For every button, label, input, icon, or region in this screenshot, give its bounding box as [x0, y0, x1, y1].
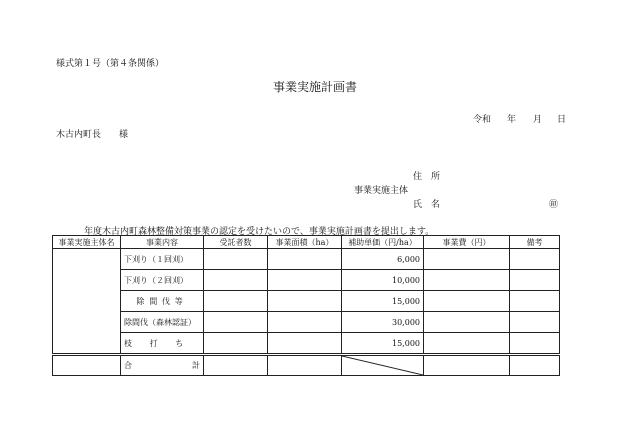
- total-cost-cell[interactable]: [424, 355, 510, 376]
- unit-price-cell: 15,000: [342, 333, 424, 355]
- area-cell[interactable]: [268, 333, 342, 355]
- date-year: 年: [507, 115, 517, 125]
- contractor-count-cell[interactable]: [204, 333, 268, 355]
- date-month: 月: [533, 115, 543, 125]
- header-work-content: 事業内容: [121, 236, 204, 249]
- item-cell: 下刈り（１回刈）: [121, 249, 204, 270]
- item-cell: 下刈り（２回刈）: [121, 270, 204, 291]
- header-entity-name: 事業実施主体名: [53, 236, 121, 249]
- cost-cell[interactable]: [424, 312, 510, 333]
- remarks-cell[interactable]: [510, 333, 560, 355]
- contractor-count-cell[interactable]: [204, 312, 268, 333]
- cost-cell[interactable]: [424, 291, 510, 312]
- total-row: [53, 355, 560, 376]
- header-unit-price: 補助単価（円/ha）: [342, 236, 424, 249]
- unit-price-cell: 6,000: [342, 249, 424, 270]
- table-row: [53, 270, 560, 291]
- area-cell[interactable]: [268, 270, 342, 291]
- total-label-cell: [121, 355, 204, 376]
- entity-label: 事業実施主体: [354, 186, 409, 196]
- unit-price-cell: 15,000: [342, 291, 424, 312]
- name-label: 氏 名: [413, 200, 441, 210]
- entity-name-cell[interactable]: [53, 249, 121, 355]
- date-era: 令和: [473, 115, 492, 125]
- header-cost: 事業費（円）: [424, 236, 510, 249]
- addressee: 木古内町長 様: [56, 130, 129, 140]
- table-header-row: [53, 236, 560, 249]
- unit-price-cell: 10,000: [342, 270, 424, 291]
- cost-cell[interactable]: [424, 249, 510, 270]
- remarks-cell[interactable]: [510, 291, 560, 312]
- table-row: [53, 312, 560, 333]
- item-cell: 枝打ち: [121, 333, 204, 355]
- address-label: 住 所: [413, 172, 441, 182]
- total-unit-price-cell: [342, 355, 424, 376]
- total-blank-cell: [53, 355, 121, 376]
- diagonal-line: [342, 356, 423, 375]
- contractor-count-cell[interactable]: [204, 291, 268, 312]
- plan-table: [52, 235, 560, 376]
- total-label-right: 計: [192, 361, 200, 370]
- area-cell[interactable]: [268, 291, 342, 312]
- remarks-cell[interactable]: [510, 270, 560, 291]
- table-row: [53, 333, 560, 355]
- item-cell: 除間伐等: [121, 291, 204, 312]
- document-title: 事業実施計画書: [272, 80, 357, 94]
- cost-cell[interactable]: [424, 270, 510, 291]
- total-remarks-cell[interactable]: [510, 355, 560, 376]
- contractor-count-cell[interactable]: [204, 249, 268, 270]
- header-contractor-count: 受託者数: [204, 236, 268, 249]
- contractor-count-cell[interactable]: [204, 270, 268, 291]
- total-label-left: 合: [124, 361, 132, 370]
- intro-text: 年度木古内町森林整備対策事業の認定を受けたいので、事業実施計画書を提出します。: [84, 227, 435, 237]
- seal-mark: ㊞: [549, 200, 559, 210]
- area-cell[interactable]: [268, 312, 342, 333]
- remarks-cell[interactable]: [510, 312, 560, 333]
- table-row: [53, 291, 560, 312]
- unit-price-cell: 30,000: [342, 312, 424, 333]
- table-row: [53, 249, 560, 270]
- header-area: 事業面積（ha）: [268, 236, 342, 249]
- cost-cell[interactable]: [424, 333, 510, 355]
- header-remarks: 備考: [510, 236, 560, 249]
- form-number: 様式第１号（第４条関係）: [56, 59, 165, 69]
- date-day: 日: [557, 115, 567, 125]
- remarks-cell[interactable]: [510, 249, 560, 270]
- item-cell: 除間伐（森林認証）: [121, 312, 204, 333]
- area-cell[interactable]: [268, 249, 342, 270]
- total-contractor-count-cell[interactable]: [204, 355, 268, 376]
- total-area-cell[interactable]: [268, 355, 342, 376]
